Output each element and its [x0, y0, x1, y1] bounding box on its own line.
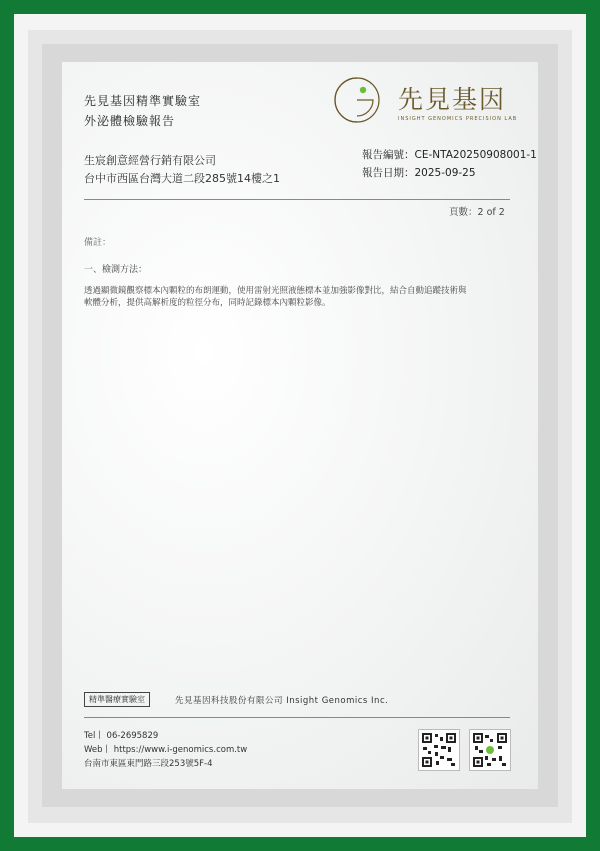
method-text-line-2: 軟體分析，提供高解析度的粒徑分布，同時記錄標本內顆粒影像。: [84, 298, 331, 308]
method-heading: 一、檢測方法：: [84, 265, 148, 275]
lab-name: 先見基因精準實驗室: [84, 94, 202, 108]
report-date: [362, 165, 476, 180]
lab-badge: 精準醫療實驗室: [84, 692, 150, 707]
note-label: 備註：: [84, 238, 112, 248]
footer-web: Web丨 https://www.i-genomics.com.tw: [84, 745, 248, 755]
footer-company: 先見基因科技股份有限公司 Insight Genomics Inc.: [175, 696, 389, 706]
report-title: 外泌體檢驗報告: [84, 114, 176, 128]
qr-code-icon: [419, 730, 459, 770]
footer-divider: [84, 717, 510, 718]
header-divider: [84, 199, 510, 200]
report-number-value: CE-NTA20250908001-1: [414, 149, 537, 161]
brand-name: 先見基因: [398, 85, 507, 114]
brand-subtitle: INSIGHT GENOMICS PRECISION LAB: [398, 116, 518, 122]
page-number: 頁數：2 of 2: [449, 207, 505, 218]
report-number-label: 報告編號：: [362, 149, 415, 161]
insight-genomics-logo-icon: [333, 76, 381, 124]
qr-code-icon: [470, 730, 510, 770]
report-page: [62, 62, 538, 789]
method-text-line-1: 透過顯微鏡觀察標本內顆粒的布朗運動，使用雷射光照液態標本並加強影像對比，結合自動追蹤技術與: [84, 286, 467, 296]
report-date-label: 報告日期：: [362, 167, 415, 179]
report-date-value: 2025-09-25: [414, 167, 476, 179]
report-number: [362, 147, 537, 162]
client-address: 台中市西區台灣大道二段285號14樓之1: [84, 172, 280, 185]
client-name: 生宸創意經營行銷有限公司: [84, 154, 216, 167]
footer-address: 台南市東區東門路三段253號5F-4: [84, 759, 213, 769]
footer-tel: Tel丨 06-2695829: [84, 731, 159, 741]
